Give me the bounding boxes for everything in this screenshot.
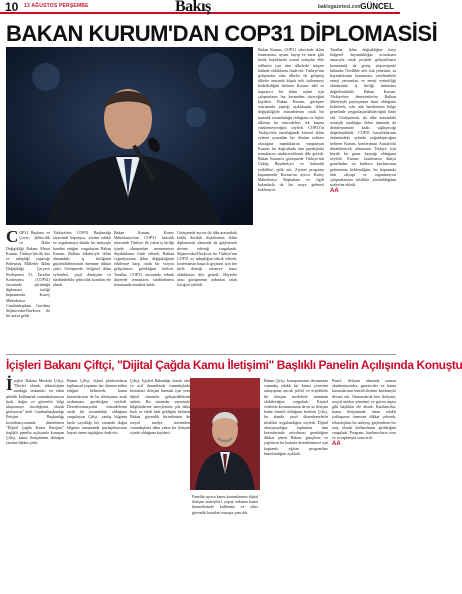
article1-paragraph: Görüşmede ayrıca iki ülke arasındaki köklü dostluk ilişkilerinin iklim diplomasisi alanında da güçlenerek devam edeceği vurgulandı. Siljanovska-Davkova ise Türkiye'nin COP31 ev sahipliğini tebrik ederek, konferansın başarılı geçmesi için her türlü desteği vermeye hazır olduklarını dile getirdi. Heyetler arası görüşmenin ardından ortak fotoğraf çekildi.: [177, 230, 237, 288]
minister-portrait-icon: [190, 378, 260, 490]
article2-paragraph: Bakan Çiftçi, dijital platformların toplumsal yaşamın her alanına nüfuz ettiğini belirterek, kamu kurumlarının da bu dönüşüme ayak uydurması gerektiğini söyledi. Dezenformasyonla mücadelenin ortak bir sorumluluk olduğunu vurgulayan Çiftçi, yanlış bilginin hızla yayıldığı bir ortamda doğru bilginin zamanında paylaşılmasının hayati önem taşıdığını ifade etti.: [67, 378, 127, 436]
article1-paragraph: Bakan Kurum, Kuzey Makedonya'nın COP31 hazırlık sürecinde Türkiye ile yakın iş birliği içinde olmasından memnuniyet duyduklarını ifade ederek, Balkan coğrafyasının iklim değişikliğinin etkilerine karşı ortak bir vizyon geliştirmesi gerektiğini belirtti. Taraflar, COP31 öncesinde teknik düzeyde temasların sürdürülmesi konusunda mutabık kaldı.: [114, 230, 174, 288]
article2-column-1: [6, 375, 64, 590]
article2-column-4: [192, 494, 258, 590]
page-header: [0, 0, 400, 14]
article1-column-4: [177, 230, 237, 350]
article1-column-3: [114, 230, 174, 350]
article2-column-5: [264, 378, 328, 590]
issue-date: 13 AĞUSTOS PERŞEMBE: [24, 3, 89, 9]
article2-headline: İçişleri Bakanı Çiftçi, "Dijital Çağda Kamu İletişimi" Başlıklı Panelin Açılışında Konuştu: [6, 358, 462, 372]
article1-paragraph: Bakan Kurum, COP31 sürecinde iklim finansmanı, uyum, kayıp ve zarar gibi kritik başlıklarda somut sonuçlar elde edilmesi için tüm ülkelerle istişare halinde olduklarını ifade etti. Türkiye'nin gelişmekte olan ülkeler ile gelişmiş ülkeler arasında köprü rolü üstlenmeyi hedeflediğini belirten Kurum, adil ve kapsayıcı bir iklim rejimi için çalışmaların hız kesmeden süreceğini kaydetti. Bakan Kurum, görüşme sonrasında yaptığı açıklamada, iklim değişikliğiyle mücadelenin ortak bir insanlık sorumluluğu olduğunu ve hiçbir ülkenin bu mücadeleyi tek başına yürütemeyeceğini söyledi. COP31'in Türkiye'nin öncülüğünde küresel iklim eylemi açısından bir dönüm noktası olacağına inandıklarını vurgulayan Kurum, bu doğrultuda tüm paydaşlarla temaslarını sürdüreceklerini dile getirdi. Bakan Kurum'a görüşmede Türkiye'nin Üsküp Büyükelçisi ve bakanlık yetkilileri eşlik etti. Ziyaret programı kapsamında Kurum'un ayrıca Kuzey Makedonya Başbakanı ve ilgili bakanlarla da bir araya gelmesi bekleniyor.: [258, 47, 324, 193]
page-number: 10: [5, 0, 19, 14]
article1-column-6: [330, 47, 396, 349]
article1-column-2: [53, 230, 111, 350]
article2-column-3: [130, 378, 190, 590]
dropcap: C: [6, 227, 19, 246]
article2-end-mark: AA: [332, 441, 341, 448]
article1-column-1: [6, 227, 50, 350]
logo-text: Bakış: [175, 0, 211, 15]
article1-photo: [6, 47, 253, 225]
article2-paragraph: Panel, iletişim alanında uzman akademisyenler, gazeteciler ve kamu kurumlarının temsilcilerinin katılımıyla devam etti. Oturumlarda kriz iletişimi, sosyal medya yönetimi ve güven inşası gibi başlıklar ele alındı. Katılımcılar, kamu iletişiminde insan odaklı yaklaşımın önemine dikkat çekerek, teknolojinin bu anlayışı güçlendiren bir araç olarak kullanılması gerektiğini vurguladı. Program, katılımcıların soru ve cevaplarıyla sona erdi.: [332, 378, 396, 441]
article1-end-mark: AA: [330, 188, 339, 195]
article2-paragraph: Çiftçi, İçişleri Bakanlığı olarak afet ve acil durumlarda vatandaşlarla kesintisiz iletişim kurmak için yeni dijital sistemler geliştirdiklerini anlattı. Bu sistemler sayesinde bilgilendirme süreçlerinin çok daha hızlı ve etkili hale geldiğini belirten Bakan, güvenlik birimlerinin de sosyal medya üzerinden vatandaşlarla daha yakın bir iletişim içinde olduğunu kaydetti.: [130, 378, 190, 436]
article1-paragraph: OP31 Başkanı ve Çevre, Şehircilik ve İklim Değişikliği Bakanı Murat Kurum, Türkiye'nin ilk kez ev sahipliği yapacağı Birleşmiş Milletler İklim Değişikliği Çerçeve Sözleşmesi 31. Taraflar Konferansı (COP31) öncesinde yürüttüğü diplomasi trafiği kapsamında Kuzey Makedonya Cumhurbaşkanı Gordana Siljanovska-Davkova ile bir araya geldi.: [6, 230, 50, 319]
section-name: GÜNCEL: [360, 2, 394, 11]
article2-paragraph: Bakan Çiftçi, konuşmasının devamında vatandaş odaklı bir kamu yönetimi anlayışının ancak şeffaf ve erişilebilir bir iletişim modeliyle mümkün olabileceğini vurguladı. Kişisel verilerin korunmasının da en az iletişim kadar önemli olduğunu belirten Çiftçi, bu alanda yasal düzenlemelerin titizlikle uygulandığını söyledi. Dijital okuryazarlığın toplumun tüm kesimlerinde artırılması gerektiğine dikkat çeken Bakan, gençlerin ve yaşlıların bu konuda desteklenmesi için kapsamlı eğitim programları hazırlandığını açıkladı.: [264, 378, 328, 456]
article2-paragraph: çişleri Bakanı Mustafa Çiftçi, "Devlet olarak, teknolojinin sunduğu imkanları en etkin şekilde kullanarak vatandaşlarımıza hızlı, doğru ve güvenilir bilgi ulaştırmayı önceliğimiz olarak görüyoruz" dedi. Cumhurbaşkanlığı İletişim Başkanlığı koordinasyonunda düzenlenen "Dijital Çağda Kamu İletişimi" başlıklı panelin açılışında konuşan Çiftçi, kamu iletişiminin dönüşen yüzüne dikkat çekti.: [6, 378, 64, 446]
article1-paragraph: Türkiye'nin COP31 Başkanlığı sürecinde kapsayıcı, çözüm odaklı ve uygulamaya dönük bir anlayışla hareket ettiğini vurgulayan Bakan Kurum, Balkan ülkeleriyle iklim alanındaki iş birliğinin güçlendirilmesinin önemine dikkat çekti. Görüşmede, bölgesel iklim eylemleri, yeşil dönüşüm ve sürdürülebilir şehircilik konuları ele alındı.: [53, 230, 111, 288]
article1-paragraph: Taraflar, iklim değişikliğine karşı bölgesel dayanıklılığın artırılması amacıyla ortak projeler geliştirilmesi konusunda da görüş alışverişinde bulundu. Özellikle afet risk yönetimi, su kaynaklarının korunması, yenilenebilir enerji yatırımları ve enerji verimliliği alanlarında iş birliği imkanları değerlendirildi. Bakan Kurum, Türkiye'nin deneyimlerini Balkan ülkeleriyle paylaşmaya hazır olduğunu belirterek, sıfır atık hareketinin bölge genelinde yaygınlaştırılabileceğini ifade etti. Görüşmenin, iki ülke arasındaki stratejik ortaklığın iklim alanında da derinleşmesine katkı sağlayacağı değerlendirildi. COP31 hazırlıklarının önümüzdeki aylarda yoğunlaşacağını belirten Kurum, konferansın Antalya'da düzenlenecek olmasının Türkiye için büyük bir gurur kaynağı olduğunu söyledi. Kurum, konferansa dünya genelinden on binlerce katılımcının gelmesinin beklendiğini, bu kapsamda tüm altyapı ve organizasyon çalışmalarının titizlikle yürütüldüğünü sözlerine ekledi.: [330, 47, 396, 188]
dropcap: İ: [6, 375, 13, 394]
article1-column-5: [258, 47, 324, 349]
website: bakisgazetesi.com: [317, 4, 362, 10]
newspaper-logo: [175, 0, 211, 16]
speaker-photo-icon: [6, 47, 253, 225]
article2-paragraph: Panelde ayrıca kamu kurumlarının dijital iletişim stratejileri, yapay zekanın kamu hizmetlerinde kullanımı ve siber güvenlik konuları masaya yatırıldı.: [192, 494, 258, 515]
article1-headline: BAKAN KURUM'DAN COP31 DİPLOMASİSİ: [6, 21, 438, 46]
article-divider: [6, 354, 396, 355]
article2-column-2: [67, 378, 127, 590]
article2-column-6: [332, 378, 396, 590]
article2-photo: [190, 378, 260, 490]
